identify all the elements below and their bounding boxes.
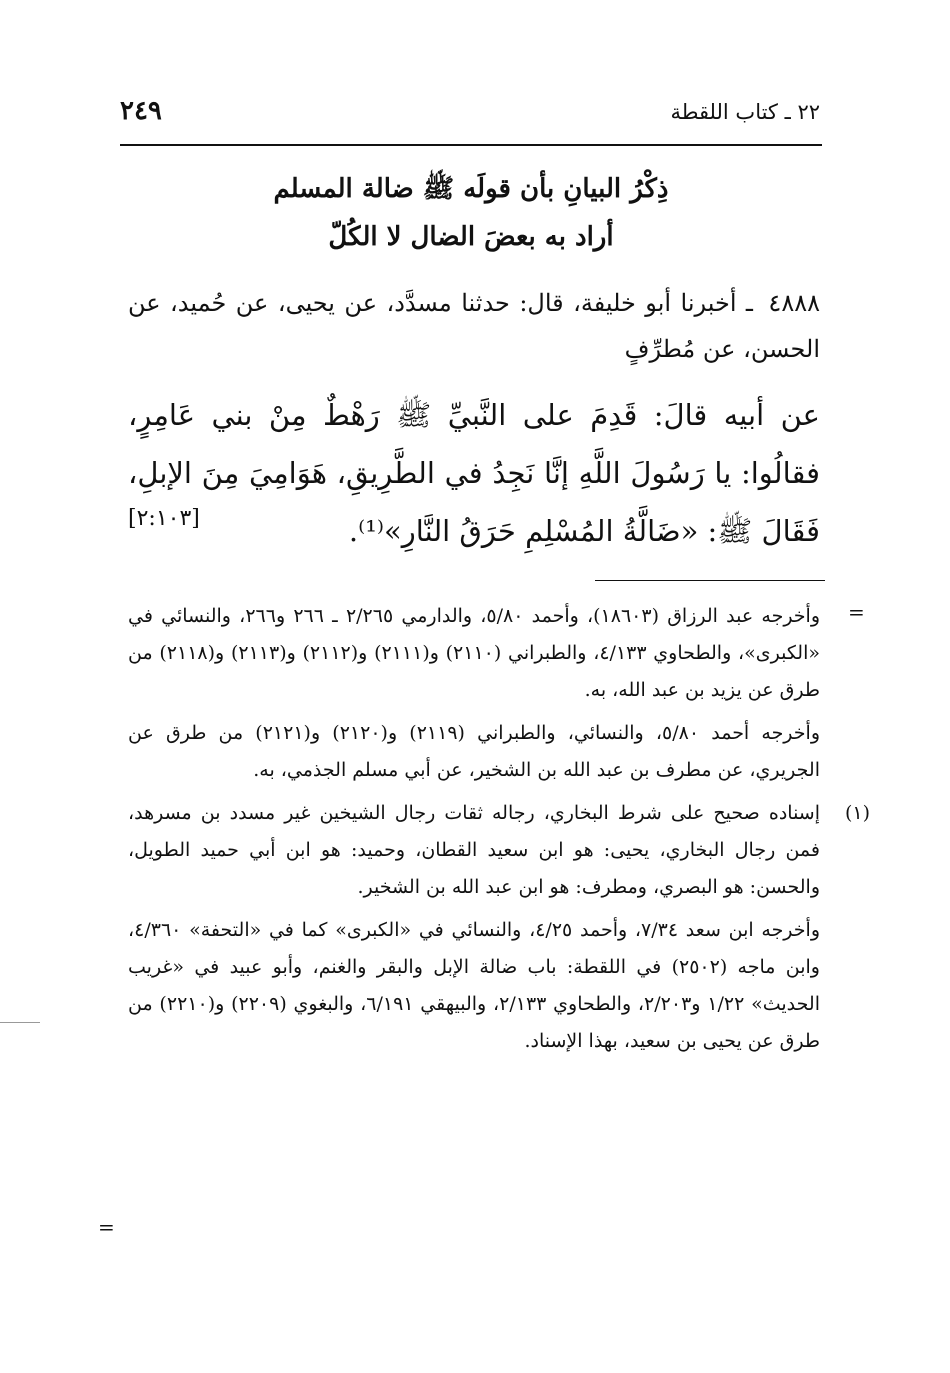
section-title-line-2: أراد به بعضَ الضال لا الكُلّ bbox=[328, 222, 614, 252]
margin-line bbox=[0, 1022, 40, 1023]
hadith-number: ٤٨٨٨ bbox=[768, 289, 820, 317]
footnote-paragraph: وأخرجه أحمد ٥/٨٠، والنسائي، والطبراني (٢١١٩) و(٢١٢٠) و(٢١٢١) من طرق عن الجريري، عن مطرف بن عبد الله بن الشخير، عن أبي مسلم الجذمي، به. bbox=[128, 722, 820, 781]
footnote-continuation-mark: = bbox=[848, 600, 865, 624]
footnote-paragraph: وأخرجه ابن سعد ٧/٣٤، وأحمد ٤/٢٥، والنسائي في «الكبرى» كما في «التحفة» ٤/٣٦٠، وابن ماجه (٢٥٠٢) في اللقطة: باب ضالة الإبل والبقر والغنم، وأبو عبيد في «غريب الحديث» ١/٢٢ و٢/٢٠٣، والطحاوي ٢/١٣٣، والبيهقي ٦/١٩١، والبغوي (٢٢٠٩) و(٢٢١٠) من طرق عن يحيى بن سعيد، بهذا الإسناد. bbox=[128, 919, 820, 1052]
footnote-end-mark: = bbox=[98, 1215, 115, 1239]
hadith-isnad bbox=[128, 280, 820, 372]
footnote-paragraph: إسناده صحيح على شرط البخاري، رجاله ثقات رجال الشيخين غير مسدد بن مسرهد، فمن رجال البخاري، يحيى: هو ابن سعيد القطان، وحميد: هو ابن أبي حميد الطويل، والحسن: هو البصري، ومطرف: هو ابن عبد الله بن الشخير. bbox=[128, 802, 820, 898]
footnotes bbox=[128, 598, 870, 1066]
footnote-paragraph: وأخرجه عبد الرزاق (١٨٦٠٣)، وأحمد ٥/٨٠، والدارمي ٢/٢٦٥ ـ ٢٦٦ و٢٦٦، والنسائي في «الكبرى»، والطحاوي ٤/١٣٣، والطبراني (٢١١٠) و(٢١١١) و(٢١١٢) و(٢١١٣) و(٢١١٨) من طرق عن يزيد بن عبد الله، به. bbox=[128, 605, 821, 701]
footnote-marker: (١) bbox=[844, 802, 870, 824]
hadith-reference: [٢:١٠٣] bbox=[128, 506, 200, 531]
footnote-1 bbox=[128, 795, 870, 1060]
header-divider bbox=[120, 144, 822, 146]
hadith-matn: عن أبيه قالَ: قَدِمَ على النَّبيِّ ﷺ رَهْطٌ مِنْ بني عَامِرٍ، فقالُوا: يا رَسُولَ اللَّهِ إنَّا نَجِدُ في الطَّرِيقِ، هَوَامِيَ مِنَ الإبلِ، فَقَالَ ﷺ: «ضَالَّةُ المُسْلِمِ حَرَقُ النَّارِ»⁽¹⁾. bbox=[128, 398, 820, 548]
page-number: ٢٤٩ bbox=[120, 96, 162, 126]
hadith-chain-text: ـ أخبرنا أبو خليفة، قال: حدثنا مسدَّد، عن يحيى، عن حُميد، عن الحسن، عن مُطرِّفٍ bbox=[128, 289, 820, 363]
footnote-divider bbox=[595, 580, 825, 581]
running-header-chapter: ٢٢ ـ كتاب اللقطة bbox=[670, 100, 820, 124]
section-title-line-1: ذِكْرُ البيانِ بأن قولَه ﷺ ضالة المسلم bbox=[273, 174, 669, 204]
